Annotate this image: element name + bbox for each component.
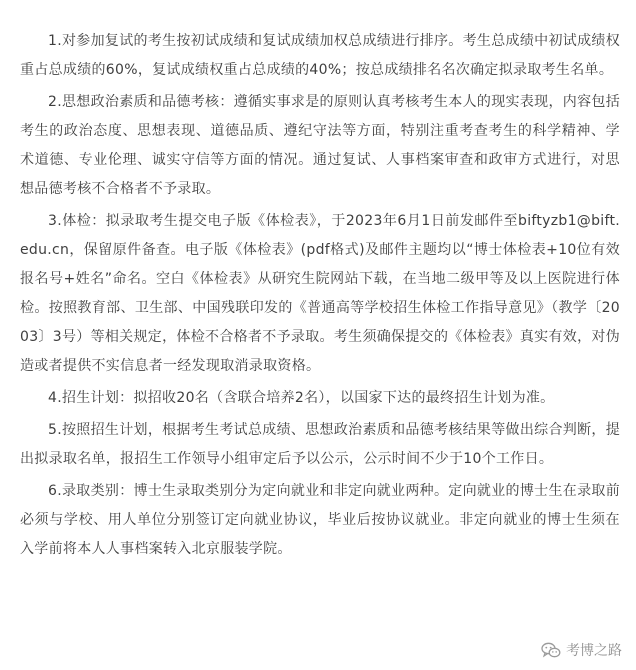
paragraph-admission-category: 6.录取类别：博士生录取类别分为定向就业和非定向就业两种。定向就业的博士生在录取前必须与学校、用人单位分别签订定向就业协议，毕业后按协议就业。非定向就业的博士生须在入学前将本人人事档案转入北京服装学院。	[20, 483, 620, 557]
wechat-icon	[541, 642, 561, 659]
watermark-text: 考博之路	[566, 643, 622, 659]
paragraph-ideology-assessment: 2.思想政治素质和品德考核：遵循实事求是的原则认真考核考生本人的现实表现，内容包括考生的政治态度、思想表现、道德品质、遵纪守法等方面，特别注重考查考生的科学精神、学术道德、专业伦理、诚实守信等方面的情况。通过复试、人事档案审查和政审方式进行，对思想品德考核不合格者不予录取。	[20, 94, 620, 197]
paragraph-enrollment-plan: 4.招生计划：拟招收20名（含联合培养2名），以国家下达的最终招生计划为准。	[48, 390, 555, 406]
account-watermark	[541, 640, 622, 660]
paragraph-ranking: 1.对参加复试的考生按初试成绩和复试成绩加权总成绩进行排序。考生总成绩中初试成绩权重占总成绩的60%，复试成绩权重占总成绩的40%；按总成绩排名名次确定拟录取考生名单。	[20, 33, 620, 78]
paragraph-admission-list: 5.按照招生计划，根据考生考试总成绩、思想政治素质和品德考核结果等做出综合判断，提出拟录取名单，报招生工作领导小组审定后予以公示，公示时间不少于10个工作日。	[20, 422, 620, 467]
article-body	[20, 0, 620, 564]
paragraph-medical-exam: 3.体检：拟录取考生提交电子版《体检表》，于2023年6月1日前发邮件至biftyzb1@bift.edu.cn，保留原件备查。电子版《体检表》(pdf格式)及邮件主题均以“博士体检表+10位有效报名号+姓名”命名。空白《体检表》从研究生院网站下载，在当地二级甲等及以上医院进行体检。按照教育部、卫生部、中国残联印发的《普通高等学校招生体检工作指导意见》（教学〔2003〕3号）等相关规定，体检不合格者不予录取。考生须确保提交的《体检表》真实有效，对伪造或者提供不实信息者一经发现取消录取资格。	[20, 213, 620, 374]
